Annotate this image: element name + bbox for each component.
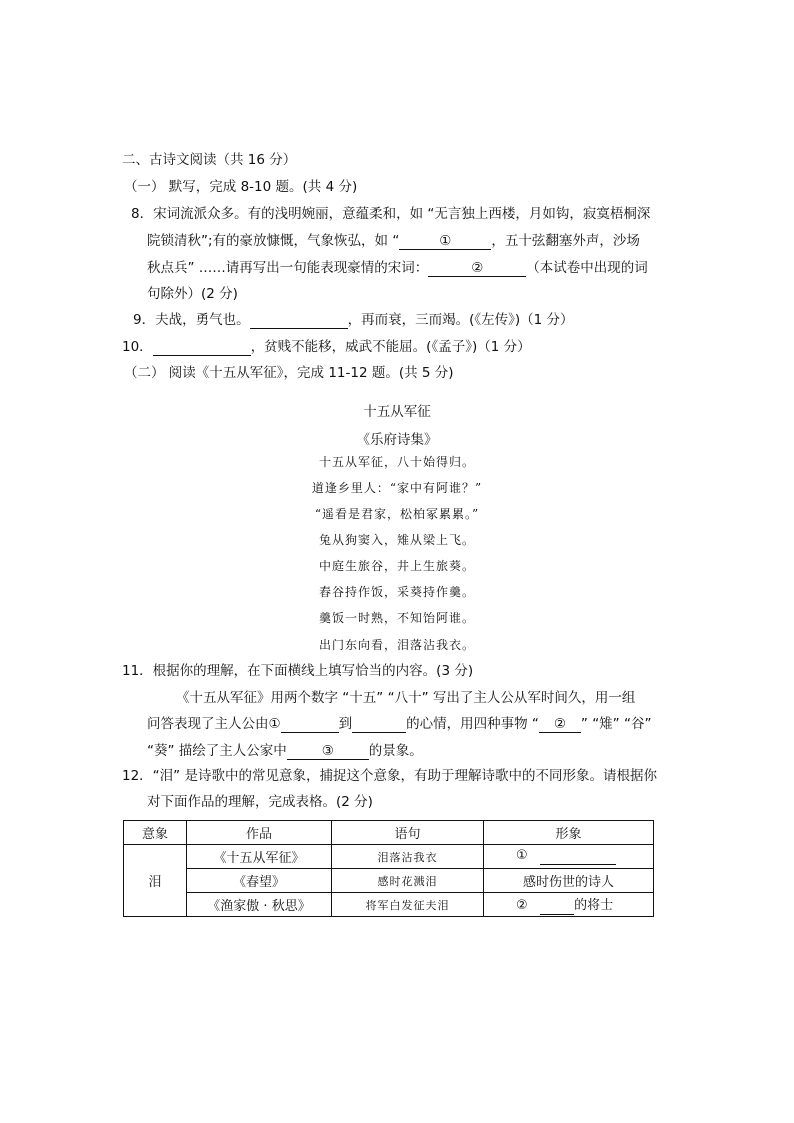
work-cell: 《渔家傲 · 秋思》 xyxy=(187,893,332,917)
q11-text: “葵” 描绘了主人公家中 xyxy=(147,743,287,759)
figure-cell xyxy=(484,893,654,917)
q8-line-4: 句除外）(2 分) xyxy=(147,286,238,302)
line-cell: 泪落沾我衣 xyxy=(332,845,484,869)
figure-blank-2[interactable] xyxy=(540,898,574,915)
poem-line: 兔从狗窦入，雉从梁上飞。 xyxy=(318,533,475,547)
part-one-heading: （一） 默写，完成 8-10 题。(共 4 分) xyxy=(124,179,358,195)
q11-blank-1b[interactable] xyxy=(352,716,406,733)
figure-cell xyxy=(484,845,654,869)
section-heading: 二、古诗文阅读（共 16 分） xyxy=(122,152,297,168)
q8-text: ，五十弦翻塞外声，沙场 xyxy=(491,233,640,249)
q11-text: 的心情，用四种事物 “ xyxy=(406,716,539,732)
q8-text: （本试卷中出现的词 xyxy=(526,260,648,276)
q11-text: 问答表现了主人公由① xyxy=(147,716,281,732)
q10-text: 10． xyxy=(122,339,153,355)
figure-blank-1[interactable] xyxy=(540,848,616,865)
header-image: 意象 xyxy=(124,821,187,845)
poem-source: 《乐府诗集》 xyxy=(356,432,438,448)
header-work: 作品 xyxy=(187,821,332,845)
header-figure: 形象 xyxy=(484,821,654,845)
q11-text: 到 xyxy=(338,716,353,732)
q9-text: 9．夫战，勇气也。 xyxy=(133,312,250,328)
q11-text: 的景象。 xyxy=(368,743,423,759)
q8-line-2 xyxy=(147,231,640,251)
header-line: 语句 xyxy=(332,821,484,845)
q9 xyxy=(133,310,574,330)
q11-line-4 xyxy=(147,741,423,761)
q11-line-2: 《十五从军征》用两个数字 “十五” “八十” 写出了主人公从军时间久，用一组 xyxy=(176,690,636,706)
part-two-heading: （二） 阅读《十五从军征》，完成 11-12 题。(共 5 分) xyxy=(124,365,454,381)
q10 xyxy=(122,337,531,357)
poem-line: 十五从军征，八十始得归。 xyxy=(318,455,475,469)
q9-blank[interactable] xyxy=(250,312,348,329)
q8-line-1: 8．宋词流派众多。有的浅明婉丽，意蕴柔和，如 “无言独上西楼，月如钩，寂寞梧桐深 xyxy=(131,206,651,222)
q8-blank-1[interactable]: ① xyxy=(399,233,491,250)
answer-table xyxy=(123,820,654,917)
q8-text: 秋点兵” ……请再写出一句能表现豪情的宋词： xyxy=(147,260,429,276)
figure-marker: ① xyxy=(516,848,528,863)
q11-blank-2[interactable]: ② xyxy=(539,716,581,733)
q11-blank-1[interactable] xyxy=(281,716,339,733)
table-row xyxy=(124,869,654,893)
q8-line-3 xyxy=(147,258,648,278)
table-header-row xyxy=(124,821,654,845)
poem-line: 羹饭一时熟，不知饴阿谁。 xyxy=(318,611,475,625)
table-row xyxy=(124,845,654,869)
poem-line: 道逢乡里人：“家中有阿谁？” xyxy=(311,481,483,495)
figure-cell: 感时伤世的诗人 xyxy=(484,869,654,893)
line-cell: 感时花溅泪 xyxy=(332,869,484,893)
q12-line-2: 对下面作品的理解，完成表格。(2 分) xyxy=(147,794,373,810)
q11-text: ” “雉” “谷” xyxy=(580,716,652,732)
table-row xyxy=(124,893,654,917)
q11-line-3 xyxy=(147,714,651,734)
figure-marker: ② xyxy=(516,898,528,913)
q8-text: 院锁清秋”;有的豪放慷慨，气象恢弘，如 “ xyxy=(147,233,400,249)
q12-line-1: 12．“泪” 是诗歌中的常见意象，捕捉这个意象，有助于理解诗歌中的不同形象。请根据你 xyxy=(122,768,657,784)
poem-line: 舂谷持作饭，采葵持作羹。 xyxy=(318,585,475,599)
q11-line-1: 11．根据你的理解，在下面横线上填写恰当的内容。(3 分) xyxy=(122,663,474,679)
q11-blank-3[interactable]: ③ xyxy=(287,743,369,760)
figure-suffix: 的将士 xyxy=(574,898,614,913)
work-cell: 《春望》 xyxy=(187,869,332,893)
q10-blank[interactable] xyxy=(153,339,251,356)
work-cell: 《十五从军征》 xyxy=(187,845,332,869)
line-cell: 将军白发征夫泪 xyxy=(332,893,484,917)
q10-text: ，贫贱不能移，威武不能屈。(《孟子》)（1 分） xyxy=(250,339,531,355)
poem-line: 中庭生旅谷，井上生旅葵。 xyxy=(318,559,475,573)
poem-title: 十五从军征 xyxy=(363,404,431,420)
q8-blank-2[interactable]: ② xyxy=(428,260,526,277)
poem-line: “遥看是君家，松柏冢累累。” xyxy=(314,507,480,521)
poem-line: 出门东向看，泪落沾我衣。 xyxy=(318,638,475,652)
image-cell: 泪 xyxy=(124,845,187,917)
q9-text: ，再而衰，三而竭。(《左传》)（1 分） xyxy=(347,312,574,328)
